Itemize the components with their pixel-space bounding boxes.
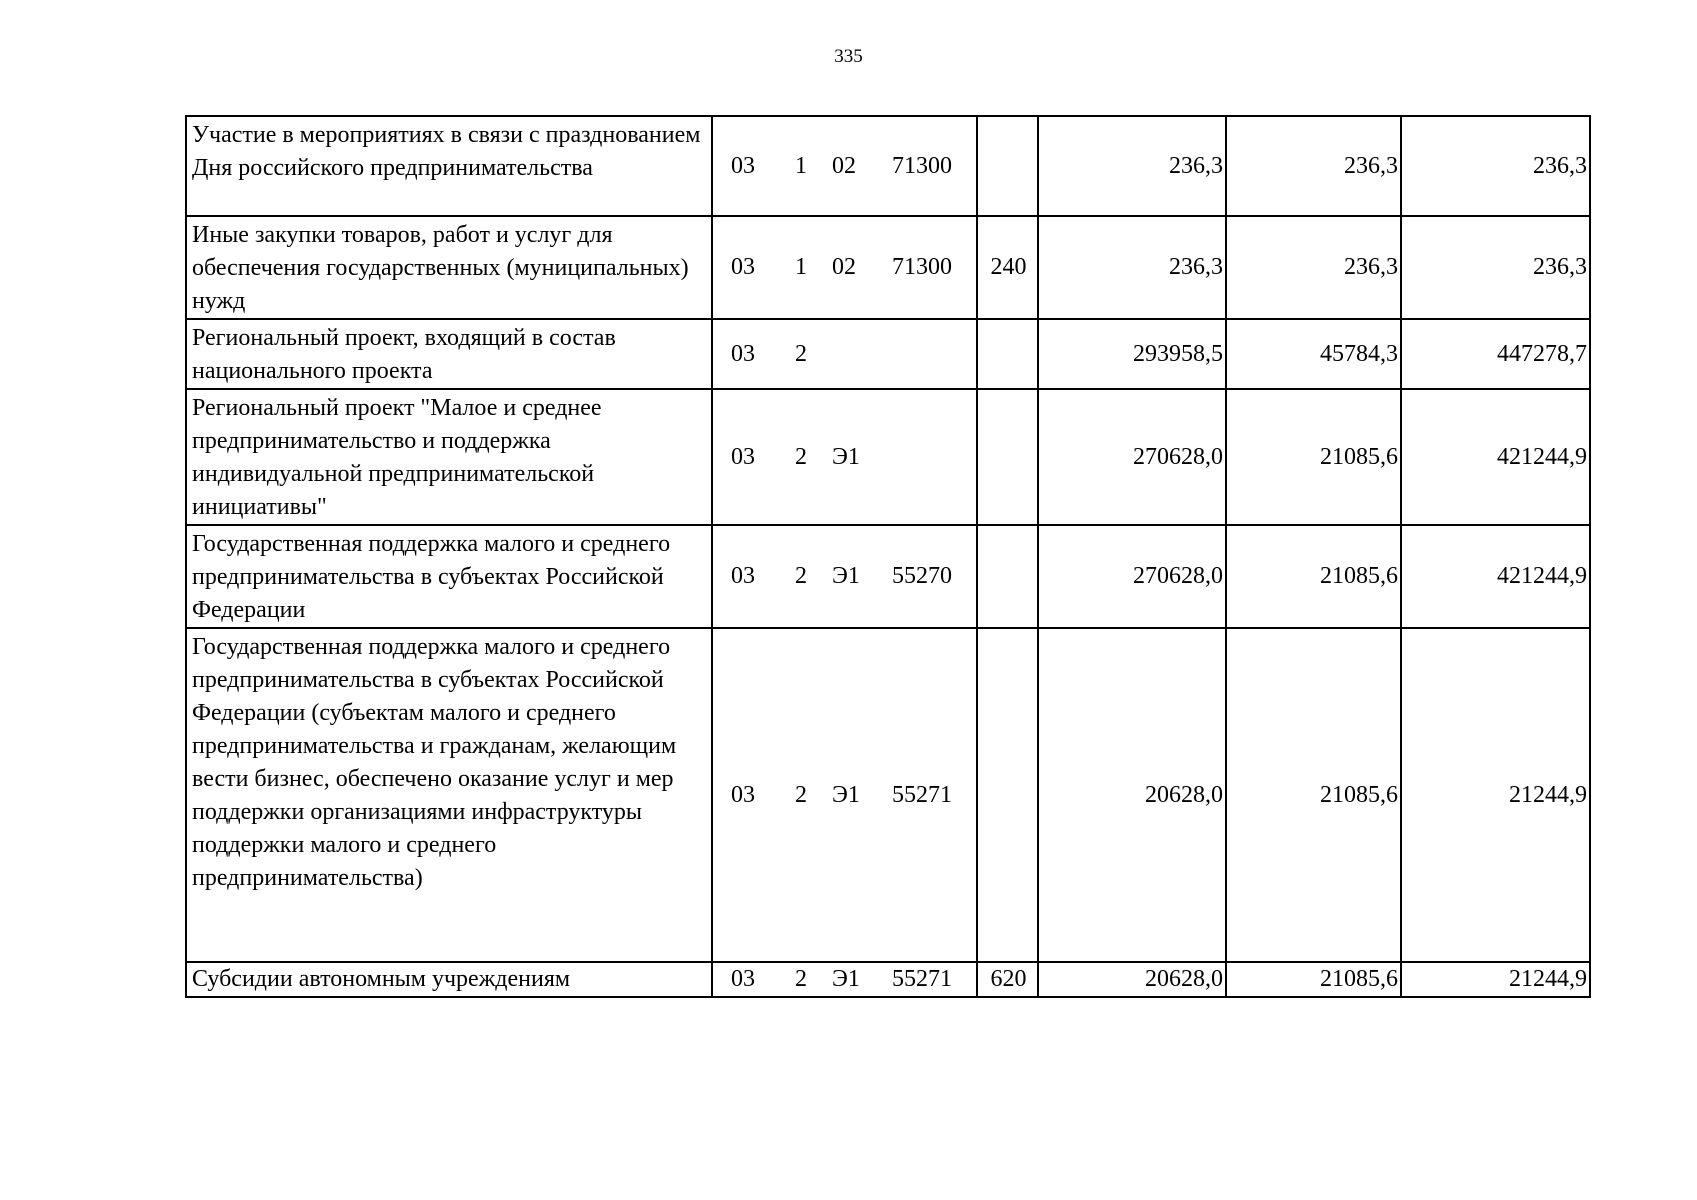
subsection-code: 2 [795, 443, 807, 470]
row-name: Участие в мероприятиях в связи с празднованием Дня российского предпринимательства [186, 116, 712, 216]
row-name: Региональный проект "Малое и среднее предпринимательство и поддержка индивидуальной предпринимательской инициативы" [186, 389, 712, 525]
expense-type-code [977, 319, 1038, 389]
row-name: Субсидии автономным учреждениям [186, 962, 712, 997]
amount-year-3: 447278,7 [1401, 319, 1590, 389]
amount-year-1: 20628,0 [1038, 962, 1226, 997]
table-row [186, 216, 1590, 319]
expense-type-code [977, 525, 1038, 628]
amount-year-2: 45784,3 [1226, 319, 1401, 389]
amount-year-2: 21085,6 [1226, 628, 1401, 962]
direction-code: 71300 [892, 254, 952, 280]
amount-year-1: 270628,0 [1038, 525, 1226, 628]
row-name: Государственная поддержка малого и среднего предпринимательства в субъектах Российской Федерации [186, 525, 712, 628]
amount-year-2: 236,3 [1226, 116, 1401, 216]
group-code: 02 [832, 152, 856, 179]
group-code: Э1 [832, 781, 860, 808]
amount-year-3: 421244,9 [1401, 525, 1590, 628]
table-row [186, 525, 1590, 628]
expense-type-code: 620 [977, 962, 1038, 997]
section-code: 03 [731, 152, 755, 179]
target-article-codes [712, 319, 977, 389]
row-name: Иные закупки товаров, работ и услуг для обеспечения государственных (муниципальных) нужд [186, 216, 712, 319]
expense-type-code [977, 628, 1038, 962]
table-row [186, 389, 1590, 525]
amount-year-2: 21085,6 [1226, 389, 1401, 525]
amount-year-2: 21085,6 [1226, 962, 1401, 997]
expense-type-code [977, 116, 1038, 216]
amount-year-3: 21244,9 [1401, 962, 1590, 997]
subsection-code: 2 [795, 340, 807, 367]
table-row [186, 628, 1590, 962]
subsection-code: 2 [795, 563, 807, 589]
row-name: Государственная поддержка малого и среднего предпринимательства в субъектах Российской Федерации (субъектам малого и среднего предпринимательства и гражданам, желающим вести бизнес, обеспечено оказание услуг и мер поддержки организациями инфраструктуры поддержки малого и среднего предпринимательства) [186, 628, 712, 962]
amount-year-1: 236,3 [1038, 116, 1226, 216]
expense-type-code [977, 389, 1038, 525]
table-row [186, 319, 1590, 389]
amount-year-1: 20628,0 [1038, 628, 1226, 962]
direction-code: 55271 [892, 966, 952, 992]
section-code: 03 [731, 781, 755, 808]
amount-year-3: 21244,9 [1401, 628, 1590, 962]
amount-year-2: 236,3 [1226, 216, 1401, 319]
section-code: 03 [731, 443, 755, 470]
section-code: 03 [731, 966, 755, 992]
amount-year-2: 21085,6 [1226, 525, 1401, 628]
target-article-codes [712, 389, 977, 525]
amount-year-3: 236,3 [1401, 116, 1590, 216]
subsection-code: 2 [795, 966, 807, 992]
subsection-code: 1 [795, 152, 807, 179]
target-article-codes [712, 628, 977, 962]
target-article-codes [712, 216, 977, 319]
subsection-code: 2 [795, 781, 807, 808]
amount-year-1: 270628,0 [1038, 389, 1226, 525]
group-code: Э1 [832, 563, 860, 589]
target-article-codes [712, 962, 977, 997]
subsection-code: 1 [795, 254, 807, 280]
amount-year-1: 236,3 [1038, 216, 1226, 319]
group-code: Э1 [832, 443, 860, 470]
group-code: 02 [832, 254, 856, 280]
target-article-codes [712, 525, 977, 628]
page-number: 335 [834, 46, 863, 67]
amount-year-3: 236,3 [1401, 216, 1590, 319]
budget-table [185, 115, 1591, 998]
group-code: Э1 [832, 966, 860, 992]
amount-year-3: 421244,9 [1401, 389, 1590, 525]
expense-type-code: 240 [977, 216, 1038, 319]
table-row [186, 962, 1590, 997]
direction-code: 55270 [892, 563, 952, 589]
section-code: 03 [731, 340, 755, 367]
row-name: Региональный проект, входящий в состав национального проекта [186, 319, 712, 389]
section-code: 03 [731, 563, 755, 589]
table-row [186, 116, 1590, 216]
section-code: 03 [731, 254, 755, 280]
direction-code: 55271 [892, 781, 952, 808]
direction-code: 71300 [892, 152, 952, 179]
amount-year-1: 293958,5 [1038, 319, 1226, 389]
target-article-codes [712, 116, 977, 216]
